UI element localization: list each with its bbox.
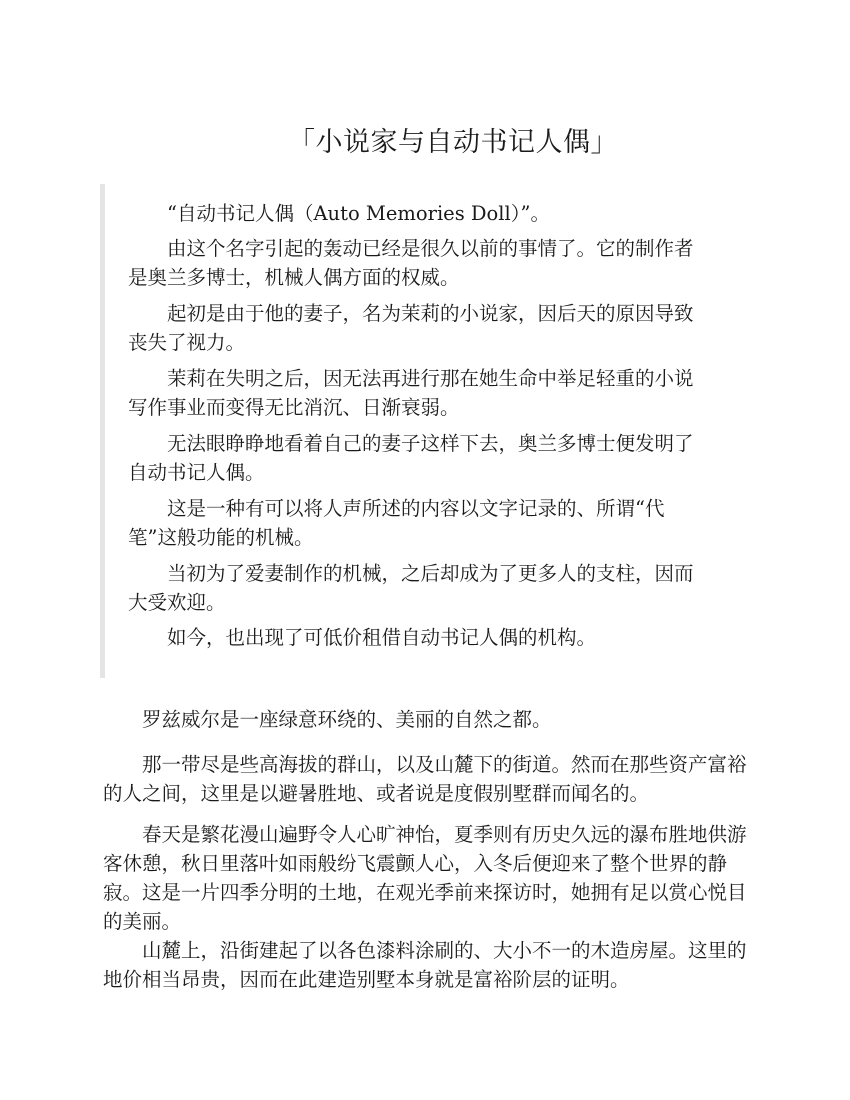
body-paragraph: 春天是繁花漫山遍野令人心旷神怡，夏季则有历史久远的瀑布胜地供游客休憩，秋日里落叶如雨般纷飞震颤人心，入冬后便迎来了整个世界的静寂。这是一片四季分明的土地，在观光季前来探访时，她拥有足以赏心悦目的美丽。 [103,823,747,933]
quote-paragraph: 如今，也出现了可低价租借自动书记人偶的机构。 [167,626,597,649]
intro-blockquote [100,184,710,678]
quote-paragraph: 当初为了爱妻制作的机械，之后却成为了更多人的支柱，因而大受欢迎。 [128,562,694,614]
body-paragraph: 那一带尽是些高海拔的群山，以及山麓下的街道。然而在那些资产富裕的人之间，这里是以避暑胜地、或者说是度假别墅群而闻名的。 [103,753,747,805]
quote-paragraph: 无法眼睁睁地看着自己的妻子这样下去，奥兰多博士便发明了自动书记人偶。 [128,432,694,484]
quote-paragraph: 起初是由于他的妻子，名为茉莉的小说家，因后天的原因导致丧失了视力。 [128,302,694,354]
chapter-title: 「小说家与自动书记人偶」 [288,127,618,158]
body-paragraph: 山麓上，沿街建起了以各色漆料涂刷的、大小不一的木造房屋。这里的地价相当昂贵，因而在此建造别墅本身就是富裕阶层的证明。 [103,939,747,991]
quote-paragraph: 茉莉在失明之后，因无法再进行那在她生命中举足轻重的小说写作事业而变得无比消沉、日渐衰弱。 [128,367,694,419]
body-paragraph: 罗兹威尔是一座绿意环绕的、美丽的自然之都。 [142,708,552,731]
quote-paragraph: “自动书记人偶（Auto Memories Doll）”。 [167,202,550,225]
quote-paragraph: 这是一种有可以将人声所述的内容以文字记录的、所谓“代笔”这般功能的机械。 [128,497,665,549]
quote-paragraph: 由这个名字引起的轰动已经是很久以前的事情了。它的制作者是奥兰多博士，机械人偶方面的权威。 [128,237,694,289]
